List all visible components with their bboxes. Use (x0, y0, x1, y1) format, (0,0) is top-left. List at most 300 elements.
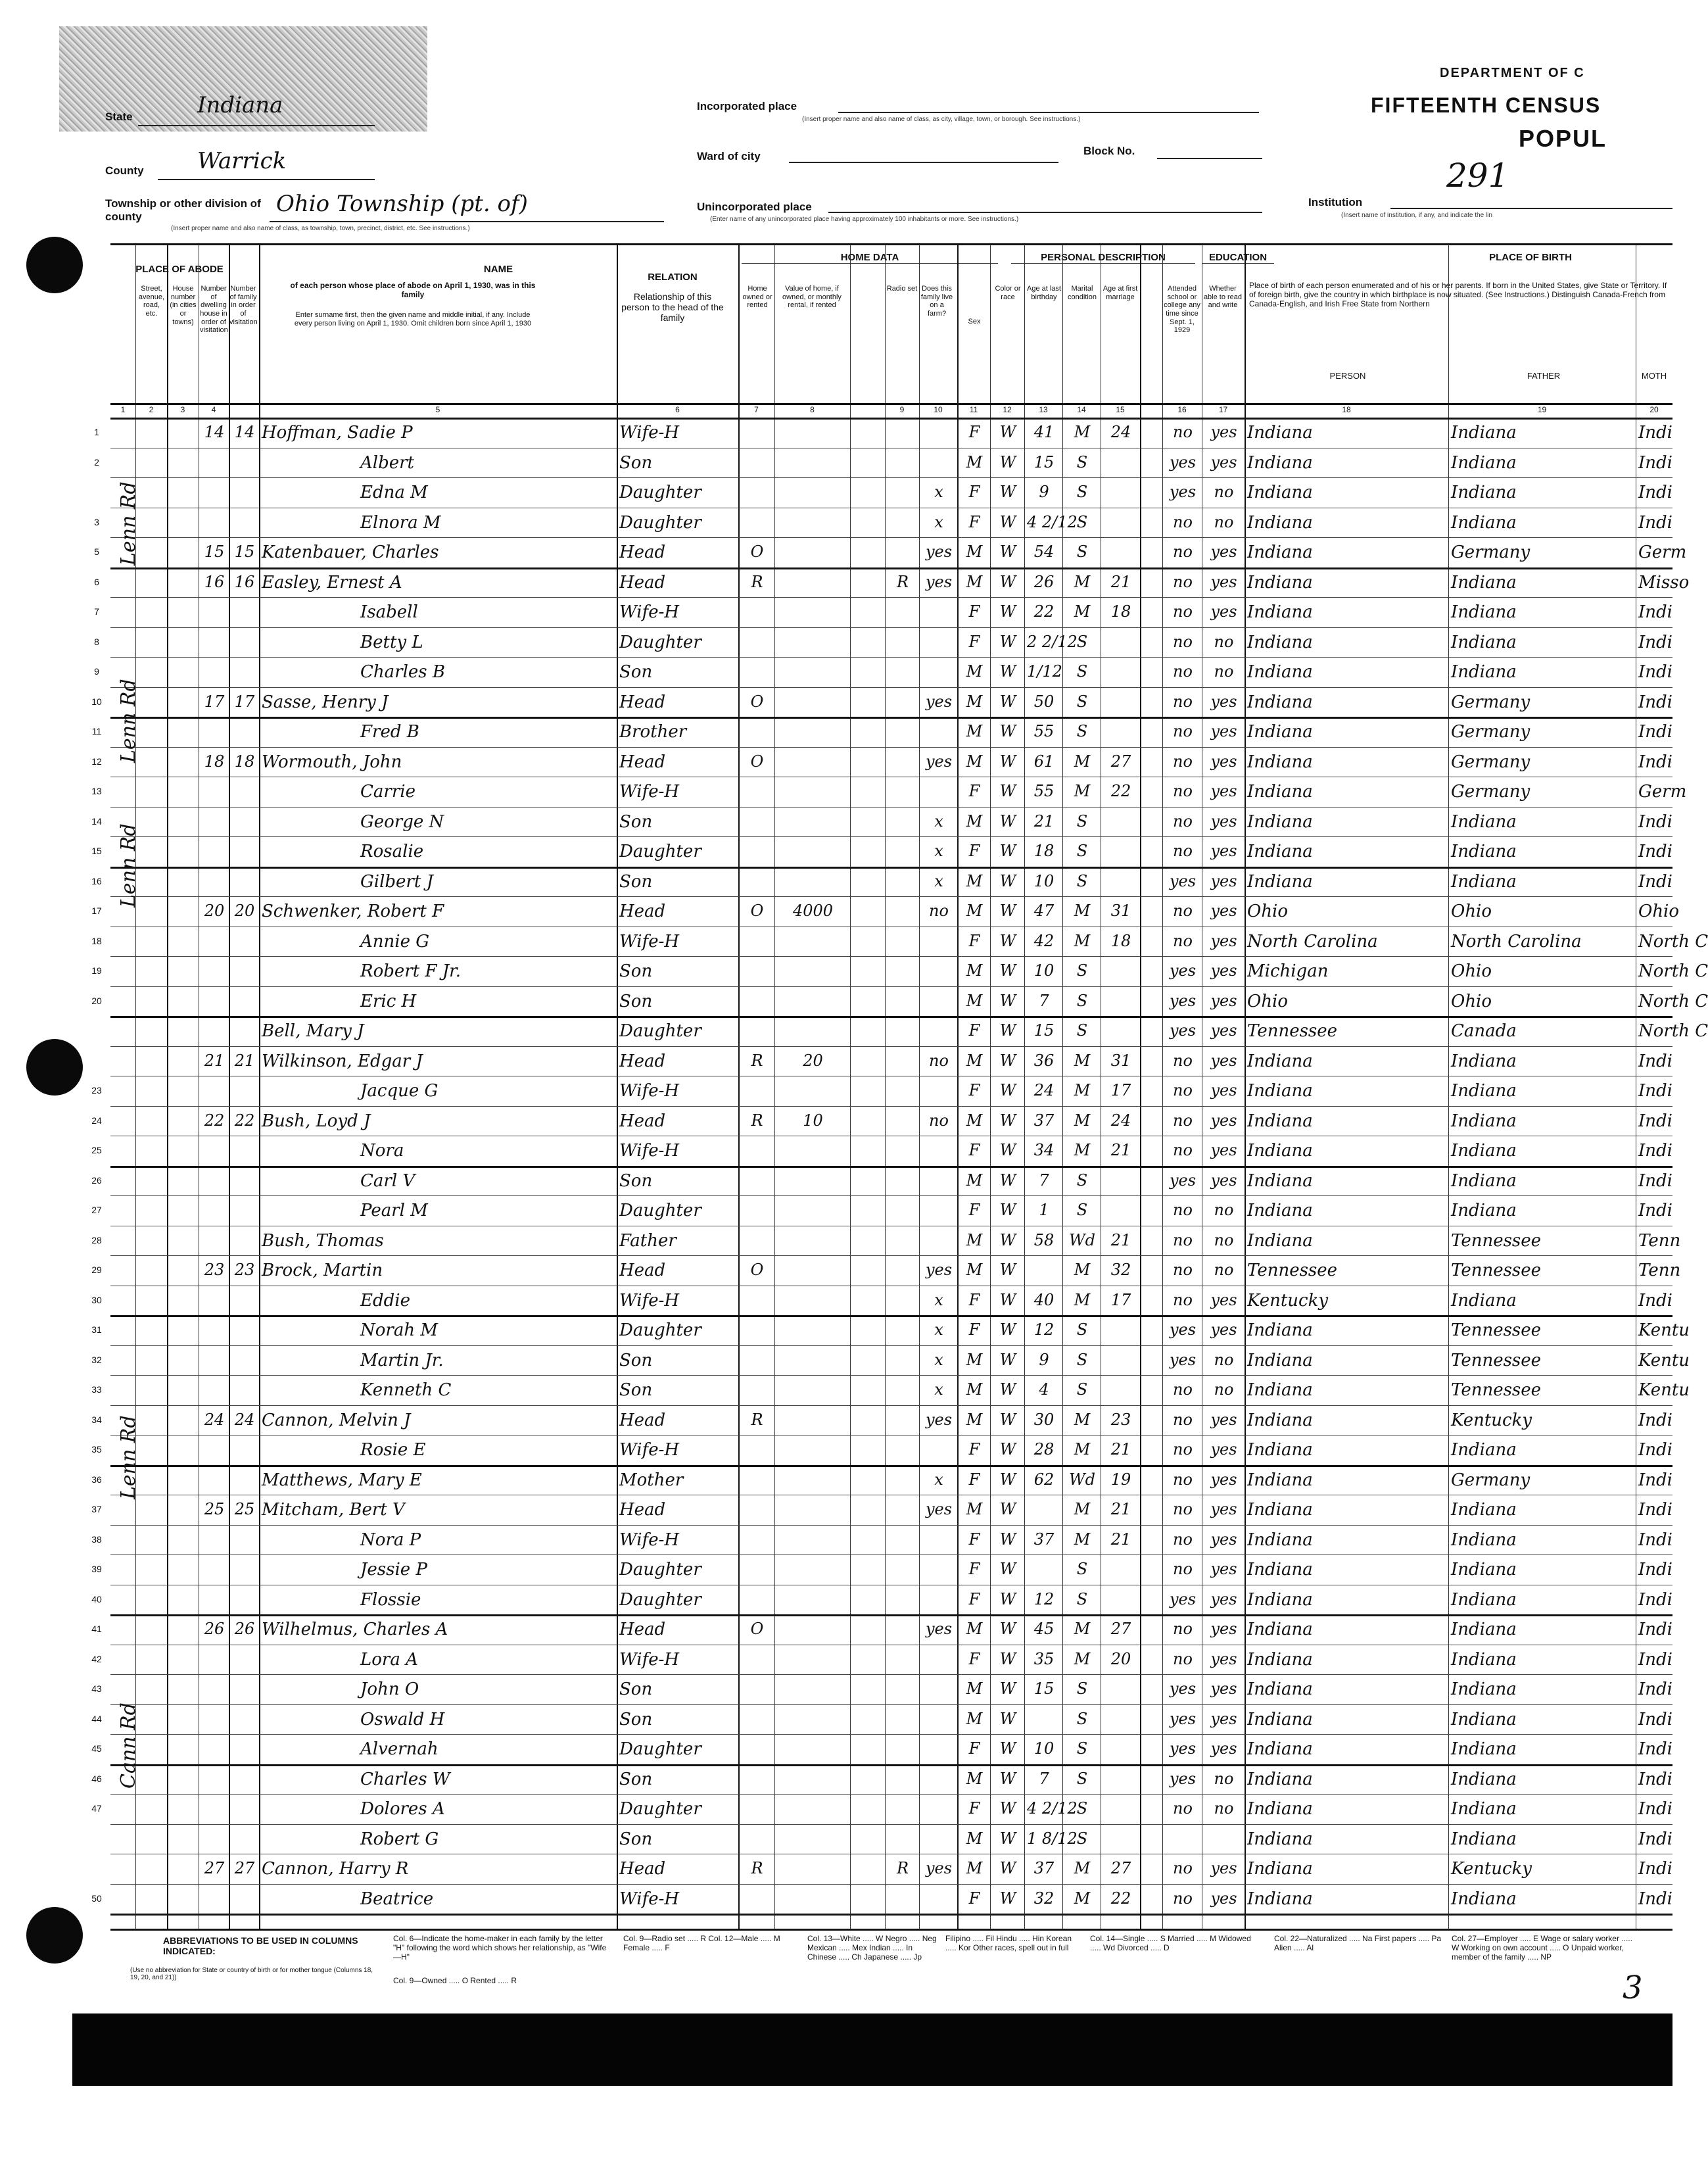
cell-mar: Wd (1068, 1230, 1096, 1249)
cell-read: no (1214, 1350, 1234, 1369)
cell-sch: yes (1169, 1589, 1197, 1608)
cell-own: O (750, 542, 764, 561)
column-divider (919, 245, 920, 1929)
cell-read: yes (1210, 1859, 1237, 1877)
cell-fbp: Germany (1451, 782, 1530, 802)
cell-farm: x (934, 1470, 943, 1489)
cell-sex: M (966, 1350, 983, 1369)
cell-name: Robert G (360, 1829, 439, 1849)
cell-bp: Indiana (1247, 483, 1313, 502)
cell-bp: Indiana (1247, 1141, 1313, 1161)
county-value: Warrick (197, 148, 287, 174)
cell-age: 54 (1033, 542, 1055, 561)
cell-fbp: Indiana (1451, 1799, 1517, 1819)
cell-race: W (999, 572, 1016, 591)
cell-mar: M (1074, 423, 1091, 441)
line-number: 8 (94, 636, 99, 647)
cell-rel: Son (619, 1709, 653, 1729)
cell-race: W (999, 1649, 1016, 1668)
cell-agem: 21 (1110, 1141, 1131, 1159)
cell-bp: Indiana (1247, 423, 1313, 443)
cell-bp: Indiana (1247, 1470, 1313, 1490)
column-number: 15 (1116, 405, 1125, 414)
cell-read: yes (1210, 1649, 1237, 1668)
cell-rel: Son (619, 1679, 653, 1699)
row-divider (110, 1345, 1672, 1346)
cell-sch: no (1173, 1500, 1193, 1518)
line-number: 36 (91, 1474, 102, 1485)
line-number: 3 (94, 516, 99, 527)
state-underline (138, 125, 375, 126)
cell-mbp: North C (1638, 1021, 1708, 1041)
cell-read: yes (1210, 1021, 1237, 1040)
cell-sex: M (966, 752, 983, 771)
cell-name: Pearl M (360, 1201, 428, 1220)
cell-sch: no (1173, 1380, 1193, 1399)
cell-sex: F (968, 632, 980, 651)
cell-farm: x (934, 1320, 943, 1339)
cell-age: 1/12 (1027, 662, 1062, 681)
cell-mbp: Indi (1638, 1290, 1672, 1311)
line-number: 10 (91, 696, 102, 707)
cell-age: 37 (1033, 1530, 1055, 1549)
cell-race: W (999, 782, 1016, 800)
cell-name: John O (360, 1679, 419, 1699)
cell-bp: Indiana (1247, 1649, 1313, 1670)
cell-bp: Indiana (1247, 871, 1313, 892)
cell-sex: M (966, 1500, 983, 1518)
cell-fbp: Germany (1451, 722, 1530, 742)
col-race: Color or race (995, 285, 1021, 301)
cell-read: yes (1210, 542, 1237, 561)
cell-bp: Indiana (1247, 1380, 1313, 1400)
cell-sex: F (968, 782, 980, 800)
cell-mbp: Tenn (1638, 1261, 1681, 1280)
cell-age: 30 (1033, 1410, 1055, 1429)
cell-mar: M (1074, 1261, 1091, 1279)
cell-bp: Indiana (1247, 1829, 1313, 1849)
cell-race: W (999, 902, 1016, 920)
cell-bp: Indiana (1247, 662, 1313, 682)
cell-name: Norah M (360, 1320, 438, 1340)
column-number: 8 (810, 405, 815, 414)
cell-age: 1 (1039, 1201, 1049, 1219)
line-number: 39 (91, 1564, 102, 1574)
cell-fbp: Indiana (1451, 1440, 1517, 1460)
cell-age: 10 (1033, 1739, 1055, 1758)
cell-mar: S (1076, 1679, 1088, 1698)
cell-sch: no (1173, 1560, 1193, 1578)
population-title: POPUL (1519, 125, 1607, 152)
col-read: Whether able to read and write (1203, 285, 1243, 310)
cell-read: yes (1210, 1620, 1237, 1638)
cell-bp: Tennessee (1247, 1021, 1338, 1041)
cell-sch: yes (1169, 1320, 1197, 1339)
column-number: 7 (754, 405, 759, 414)
line-number: 31 (91, 1324, 102, 1335)
cell-fbp: Indiana (1451, 1201, 1517, 1220)
block-label: Block No. (1083, 145, 1135, 157)
line-number: 7 (94, 606, 99, 617)
cell-rel: Wife-H (619, 1081, 680, 1101)
cell-race: W (999, 752, 1016, 771)
cell-mbp: Indi (1638, 452, 1672, 473)
cell-sex: M (966, 1111, 983, 1130)
cell-sex: M (966, 1170, 983, 1190)
cell-sex: F (968, 1320, 980, 1339)
cell-read: yes (1210, 1320, 1237, 1339)
cell-farm: no (929, 1051, 949, 1070)
cell-radio: R (896, 572, 909, 591)
cell-name: Kenneth C (360, 1380, 452, 1400)
cell-rel: Daughter (619, 1021, 701, 1041)
line-number: 5 (94, 546, 99, 557)
cell-mar: M (1074, 1889, 1091, 1908)
col-age-marriage: Age at first marriage (1103, 285, 1138, 301)
cell-mar: S (1076, 722, 1088, 740)
cell-mar: S (1076, 692, 1088, 711)
col-value: Value of home, if owned, or monthly rental, if rented (782, 285, 842, 310)
cell-name: Charles B (360, 662, 445, 682)
cell-bp: Indiana (1247, 1589, 1313, 1610)
cell-mar: S (1076, 1589, 1088, 1608)
page-mark: 3 (1623, 1969, 1643, 2006)
cell-farm: yes (925, 1620, 953, 1638)
cell-agem: 23 (1110, 1410, 1131, 1429)
cell-fam: 18 (234, 752, 255, 771)
line-number: 1 (94, 427, 99, 437)
row-divider (110, 1465, 1672, 1467)
cell-race: W (999, 842, 1016, 860)
column-divider (957, 245, 959, 1929)
line-number: 17 (91, 905, 102, 916)
state-value: Indiana (197, 92, 283, 118)
cell-bp: Indiana (1247, 722, 1313, 742)
column-divider (1162, 245, 1163, 1929)
cell-fbp: Indiana (1451, 632, 1517, 652)
cell-bp: North Carolina (1247, 931, 1378, 952)
cell-name: Albert (360, 452, 414, 473)
cell-bp: Michigan (1247, 961, 1329, 981)
col-birth-desc: Place of birth of each person enumerated and of his or her parents. If born in the United States, give State or Territory. If of foreign birth, give the country in which birthplace is now situated. (See Instructions.) Distinguish Canada-French from Canada-English, and Irish Free State from Northern (1249, 281, 1667, 308)
row-divider (110, 1764, 1672, 1766)
col-sex: Sex (968, 318, 981, 326)
unincorporated-underline (828, 212, 1262, 213)
institution-sub: (Insert name of institution, if any, and indicate the lin (1341, 212, 1492, 219)
cell-read: yes (1210, 602, 1237, 621)
cell-race: W (999, 1829, 1016, 1848)
cell-rel: Wife-H (619, 1440, 680, 1460)
cell-fam: 20 (234, 902, 255, 920)
cell-rel: Head (619, 1620, 666, 1639)
group-name: NAME (483, 264, 513, 275)
group-birth: PLACE OF BIRTH (1489, 252, 1572, 263)
cell-race: W (999, 1261, 1016, 1279)
cell-read: yes (1210, 811, 1237, 831)
cell-mar: M (1074, 902, 1091, 920)
col-owned: Home owned or rented (742, 285, 772, 310)
cell-age: 55 (1033, 722, 1055, 740)
cell-mbp: Indi (1638, 1201, 1672, 1220)
cell-fam: 21 (234, 1051, 255, 1070)
cell-age: 15 (1033, 1679, 1055, 1698)
cell-name: Cannon, Harry R (262, 1859, 409, 1879)
cell-fbp: Germany (1451, 692, 1530, 712)
cell-rel: Head (619, 1051, 666, 1071)
cell-mbp: Indi (1638, 811, 1672, 832)
cell-sch: yes (1169, 1709, 1197, 1728)
cell-mar: S (1076, 632, 1088, 651)
line-number: 26 (91, 1174, 102, 1186)
cell-fbp: Indiana (1451, 1620, 1517, 1639)
cell-rel: Head (619, 572, 666, 592)
cell-own: R (751, 1051, 763, 1070)
cell-farm: yes (925, 572, 953, 591)
cell-mbp: Indi (1638, 871, 1672, 892)
cell-mbp: Indi (1638, 1081, 1672, 1101)
cell-sex: F (968, 1799, 980, 1818)
column-number: 10 (934, 405, 943, 414)
cell-name: Alvernah (360, 1739, 439, 1759)
row-divider (110, 537, 1672, 538)
cell-mbp: North C (1638, 991, 1708, 1011)
cell-own: O (750, 1261, 764, 1279)
cell-farm: yes (925, 692, 953, 711)
line-number: 23 (91, 1085, 102, 1096)
col-radio: Radio set (886, 285, 918, 293)
cell-name: Lora A (360, 1649, 418, 1670)
cell-bp: Indiana (1247, 842, 1313, 861)
cell-name: Katenbauer, Charles (262, 542, 439, 562)
row-divider (110, 1166, 1672, 1168)
cell-sex: M (966, 1709, 983, 1728)
cell-age: 36 (1033, 1051, 1055, 1070)
unincorporated-label: Unincorporated place (697, 201, 812, 213)
cell-rel: Head (619, 1111, 666, 1131)
row-divider (110, 1195, 1672, 1196)
cell-bp: Indiana (1247, 1709, 1313, 1729)
cell-race: W (999, 1799, 1016, 1818)
cell-read: no (1214, 662, 1234, 681)
cell-mbp: Indi (1638, 1530, 1672, 1550)
cell-sch: yes (1169, 961, 1197, 980)
col-marital: Marital condition (1067, 285, 1097, 301)
cell-age: 24 (1033, 1081, 1055, 1099)
cell-farm: x (934, 1290, 943, 1309)
cell-bp: Indiana (1247, 1889, 1313, 1909)
cell-bp: Indiana (1247, 1081, 1313, 1101)
cell-fbp: Indiana (1451, 1739, 1517, 1759)
cell-sex: F (968, 1560, 980, 1578)
township-sub: (Insert proper name and also name of class, as township, town, precinct, district, etc. See instructions.) (171, 225, 470, 232)
cell-mbp: Indi (1638, 1620, 1672, 1639)
cell-sch: no (1173, 1649, 1193, 1668)
cell-age: 58 (1033, 1230, 1055, 1249)
cell-age: 26 (1033, 572, 1055, 591)
cell-read: yes (1210, 1470, 1237, 1489)
cell-fam: 15 (234, 542, 255, 561)
cell-name: Bell, Mary J (262, 1021, 364, 1041)
cell-agem: 21 (1110, 1440, 1131, 1459)
column-number: 3 (180, 405, 185, 414)
cell-sch: no (1173, 1290, 1193, 1309)
cell-read: no (1214, 1769, 1234, 1788)
cell-mar: S (1076, 483, 1088, 501)
cell-mar: S (1076, 662, 1088, 681)
cell-rel: Daughter (619, 512, 701, 533)
cell-sch: no (1173, 1799, 1193, 1818)
cell-fbp: Indiana (1451, 512, 1517, 533)
row-divider (110, 1884, 1672, 1885)
cell-read: yes (1210, 1111, 1237, 1130)
line-number: 34 (91, 1414, 102, 1425)
cell-fbp: Indiana (1451, 423, 1517, 443)
cell-mbp: Indi (1638, 1560, 1672, 1579)
cell-sch: yes (1169, 871, 1197, 890)
cell-read: yes (1210, 902, 1237, 920)
cell-fbp: Indiana (1451, 1560, 1517, 1579)
cell-race: W (999, 1170, 1016, 1190)
cell-read: yes (1210, 722, 1237, 740)
line-number: 20 (91, 995, 102, 1006)
column-number: 17 (1218, 405, 1228, 414)
row-divider (110, 717, 1672, 719)
cell-sex: F (968, 1201, 980, 1219)
cell-fbp: Kentucky (1451, 1859, 1532, 1879)
cell-rel: Head (619, 1261, 666, 1280)
cell-dw: 20 (204, 902, 225, 920)
punch-hole-top (26, 237, 83, 293)
column-number: 19 (1537, 405, 1547, 414)
cell-mbp: Indi (1638, 1589, 1672, 1610)
row-divider (110, 956, 1672, 957)
cell-read: yes (1210, 692, 1237, 711)
cell-sch: yes (1169, 1350, 1197, 1369)
cell-race: W (999, 1620, 1016, 1638)
line-number: 44 (91, 1713, 102, 1724)
row-divider (110, 1046, 1672, 1047)
cell-mbp: North C (1638, 931, 1708, 952)
cell-fbp: Tennessee (1451, 1261, 1542, 1280)
cell-sex: M (966, 1410, 983, 1429)
cell-sch: no (1173, 1470, 1193, 1489)
cell-mbp: Indi (1638, 1440, 1672, 1460)
cell-bp: Indiana (1247, 1410, 1313, 1430)
cell-mbp: Indi (1638, 512, 1672, 533)
cell-sch: no (1173, 722, 1193, 740)
column-divider (1024, 245, 1025, 1929)
cell-dw: 14 (204, 423, 225, 441)
cell-mar: M (1074, 1859, 1091, 1877)
row-divider (110, 1405, 1672, 1406)
cell-fbp: Indiana (1451, 1141, 1517, 1161)
cell-mbp: Indi (1638, 632, 1672, 652)
cell-mbp: Indi (1638, 1799, 1672, 1819)
cell-sch: no (1173, 1530, 1193, 1549)
block-underline (1157, 158, 1262, 159)
row-divider (110, 1674, 1672, 1675)
cell-farm: yes (925, 1859, 953, 1877)
cell-fbp: Ohio (1451, 902, 1492, 921)
cell-bp: Indiana (1247, 752, 1313, 772)
cell-read: no (1214, 632, 1234, 651)
cell-name: Carrie (360, 782, 415, 802)
line-number: 38 (91, 1533, 102, 1545)
line-number: 11 (91, 726, 102, 736)
cell-agem: 27 (1110, 1620, 1131, 1638)
cell-rel: Wife-H (619, 1889, 680, 1909)
cell-mar: M (1074, 1440, 1091, 1459)
cell-farm: no (929, 1111, 949, 1130)
cell-fbp: Tennessee (1451, 1380, 1542, 1400)
cell-name: Schwenker, Robert F (262, 902, 444, 921)
cell-fbp: Indiana (1451, 1709, 1517, 1729)
cell-race: W (999, 1410, 1016, 1429)
cell-bp: Indiana (1247, 542, 1313, 562)
cell-age: 55 (1033, 782, 1055, 800)
punch-hole-bottom (26, 1907, 83, 1964)
cell-fbp: Kentucky (1451, 1410, 1532, 1430)
cell-mar: M (1074, 1620, 1091, 1638)
cell-mbp: Indi (1638, 1769, 1672, 1789)
column-number: 1 (120, 405, 126, 414)
cell-bp: Indiana (1247, 452, 1313, 473)
cell-name: Cannon, Melvin J (262, 1410, 411, 1430)
cell-sex: M (966, 1230, 983, 1249)
cell-mar: M (1074, 602, 1091, 621)
cell-sex: M (966, 871, 983, 890)
cell-bp: Indiana (1247, 1679, 1313, 1699)
cell-race: W (999, 1739, 1016, 1758)
line-number: 50 (91, 1893, 102, 1904)
cell-val: 10 (803, 1111, 823, 1130)
cell-bp: Indiana (1247, 632, 1313, 652)
cell-mar: S (1076, 1350, 1088, 1369)
cell-bp: Indiana (1247, 1320, 1313, 1340)
column-divider (1062, 245, 1063, 1929)
cell-read: yes (1210, 1051, 1237, 1070)
cell-fbp: Germany (1451, 1470, 1530, 1490)
cell-agem: 31 (1110, 1051, 1131, 1070)
col-relation: Relationship of this person to the head of the family (621, 291, 724, 324)
cell-rel: Wife-H (619, 782, 680, 802)
institution-underline (1390, 208, 1672, 209)
cell-mar: M (1074, 572, 1091, 591)
cell-own: R (751, 572, 763, 591)
cell-fbp: Germany (1451, 542, 1530, 562)
cell-mbp: Indi (1638, 423, 1672, 443)
cell-name: Oswald H (360, 1709, 445, 1729)
cell-sex: M (966, 991, 983, 1010)
cell-bp: Indiana (1247, 602, 1313, 622)
cell-age: 42 (1033, 931, 1055, 950)
col-father: FATHER (1527, 371, 1561, 381)
cell-age: 4 2/12 (1027, 1799, 1078, 1818)
cell-sex: M (966, 1679, 983, 1698)
cell-name: Wormouth, John (262, 752, 402, 772)
cell-name: Wilhelmus, Charles A (262, 1620, 448, 1639)
cell-age: 15 (1033, 452, 1055, 471)
cell-read: yes (1210, 1141, 1237, 1159)
cell-age: 4 (1039, 1380, 1049, 1399)
cell-mar: S (1076, 1201, 1088, 1219)
cell-sex: M (966, 692, 983, 711)
col-person: PERSON (1329, 371, 1366, 381)
cell-sex: F (968, 1290, 980, 1309)
cell-sex: F (968, 1530, 980, 1549)
cell-dw: 24 (204, 1410, 225, 1429)
cell-name: Robert F Jr. (360, 961, 461, 981)
